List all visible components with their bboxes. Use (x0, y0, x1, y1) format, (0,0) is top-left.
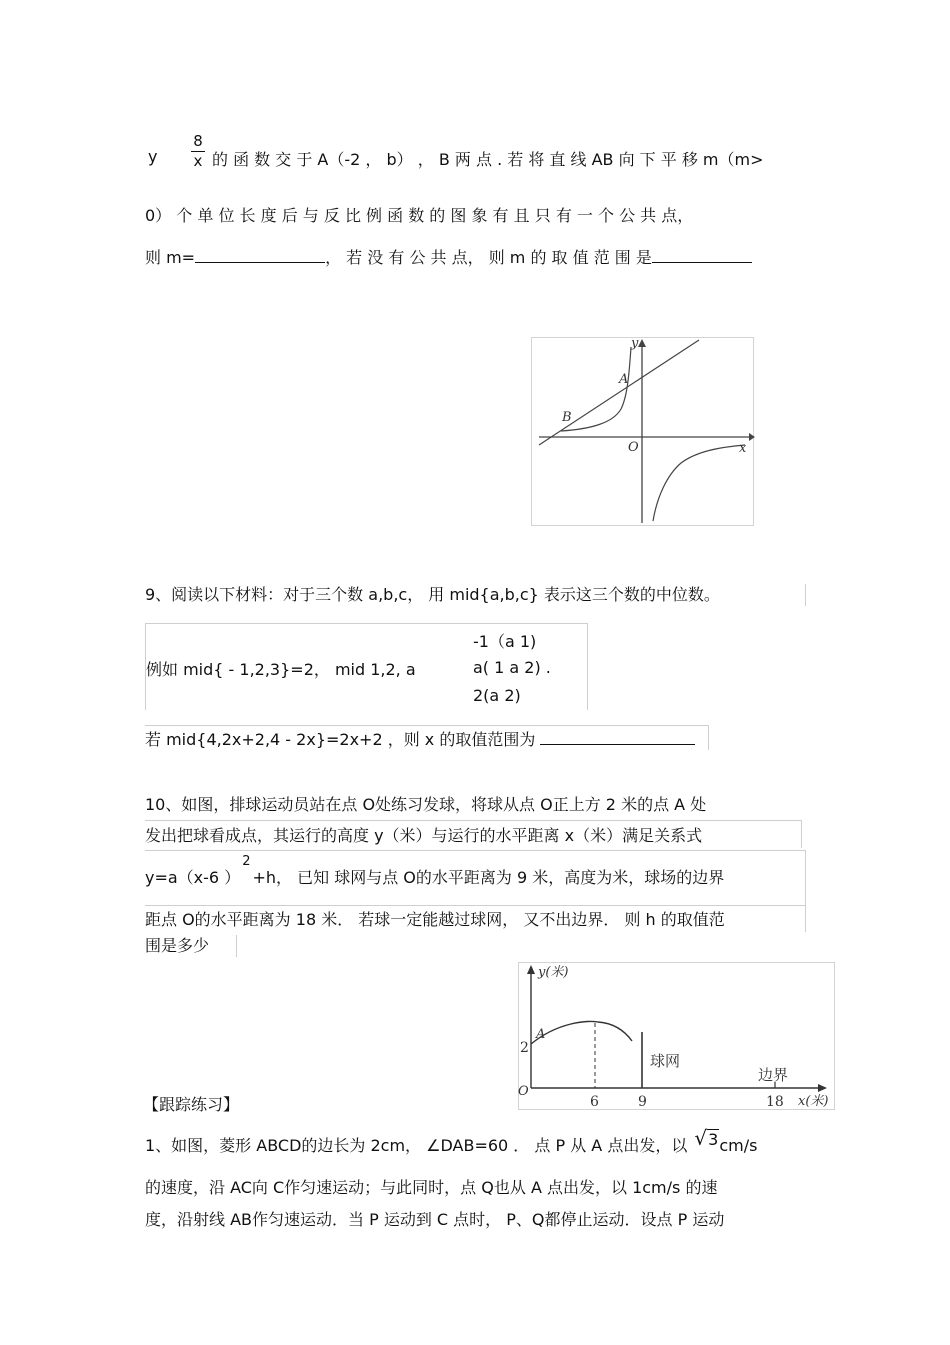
sqrt-radicand: 3 (708, 1130, 719, 1149)
graph-label-a: A (619, 372, 629, 387)
q9-intro: 9、阅读以下材料：对于三个数 a,b,c， 用 mid{a,b,c} 表示这三个数的中位数。 (145, 584, 806, 606)
x-axis-arrow (749, 433, 755, 441)
line-ab (539, 340, 699, 445)
fig-tick-6: 6 (590, 1094, 599, 1110)
q8-line2: 0） 个 单 位 长 度 后 与 反 比 例 函 数 的 图 象 有 且 只 有 一 个 公 共 点， (145, 206, 694, 225)
q10-line-3-rest: +h， 已知 球网与点 O的水平距离为 9 米，高度为米，球场的边界 (252, 868, 725, 887)
answer-blank-q9 (540, 728, 695, 745)
sqrt-3 (694, 1126, 719, 1150)
q10-line-2: 发出把球看成点，其运行的高度 y（米）与运行的水平距离 x（米）满足关系式 (145, 820, 802, 848)
fig-tick-9: 9 (638, 1094, 647, 1110)
graph-label-b: B (562, 410, 572, 425)
fig-y-axis-label: y(米) (538, 965, 569, 980)
q8-line3 (145, 245, 752, 268)
q9-question-text: 若 mid{4,2x+2,4 - 2x}=2x+2 ，则 x 的取值范围为 (145, 730, 536, 749)
q9-example-text: 例如 mid{ - 1,2,3}=2， mid 1,2, a (146, 660, 416, 679)
fig-y-axis-arrow (527, 965, 535, 974)
q9-case-2: a( 1 a 2) . (473, 658, 551, 677)
q10-line-5: 围是多少 (145, 935, 237, 957)
graph-label-x: x (739, 441, 747, 456)
practice-unit: cm/s (719, 1136, 758, 1155)
fig-x-axis-arrow (818, 1084, 827, 1092)
answer-blank-m (195, 246, 325, 263)
practice-heading: 【跟踪练习】 (143, 1095, 240, 1114)
q9-example-box (145, 623, 588, 710)
graph-label-y: y (631, 337, 639, 351)
fig-x-axis-label: x(米) (798, 1094, 829, 1109)
q9-case-1: -1（a 1) (473, 632, 537, 651)
hyperbola-branch-lower-right (653, 445, 745, 521)
q8-line3-mid: ， 若 没 有 公 共 点， 则 m 的 取 值 范 围 是 (325, 248, 652, 267)
q9-case-3: 2(a 2) (473, 686, 521, 705)
practice-line-2: 的速度，沿 AC向 C作匀速运动；与此同时，点 Q也从 A 点出发，以 1cm/s 的速 (145, 1178, 718, 1197)
fig-boundary-label: 边界 (758, 1066, 789, 1084)
answer-blank-range (652, 246, 752, 263)
fig-net-label: 球网 (650, 1052, 681, 1070)
volleyball-trajectory-figure (518, 962, 835, 1110)
ball-trajectory-upper (531, 1021, 632, 1044)
fraction-8-over-x (188, 133, 208, 170)
fig-origin-label: O (518, 1084, 529, 1099)
practice-line-1-text: 1、如图，菱形 ABCD的边长为 2cm， ∠DAB=60 ． 点 P 从 A 点出发，以 (145, 1136, 688, 1155)
sqrt-symbol: √ (694, 1126, 708, 1150)
fig-tick-18: 18 (766, 1094, 784, 1110)
q10-line-3 (145, 850, 806, 905)
hyperbola-line-graph (531, 337, 755, 527)
q10-line-1: 10、如图，排球运动员站在点 O处练习发球，将球从点 O正上方 2 米的点 A 处 (145, 795, 707, 814)
q9-question (145, 725, 709, 750)
fraction-numerator: 8 (193, 132, 203, 150)
q10-exponent: 2 (242, 853, 251, 869)
practice-line-1 (145, 1126, 758, 1156)
fig-point-a-label: A (536, 1027, 546, 1042)
q10-formula: y=a（x-6 ） (145, 868, 241, 887)
practice-line-3: 度，沿射线 AB作匀速运动．当 P 运动到 C 点时， P、Q都停止运动．设点 P 运动 (145, 1210, 725, 1229)
q10-line-4: 距点 O的水平距离为 18 米． 若球一定能越过球网， 又不出边界． 则 h 的取值范 (145, 905, 806, 932)
fraction-denominator: x (193, 152, 203, 170)
fig-tick-2: 2 (520, 1040, 529, 1056)
q8-line1-text: 的 函 数 交 于 A（-2 ， b） ， B 两 点 . 若 将 直 线 AB 向 下 平 移 m（m> (212, 150, 764, 169)
q8-y: y (148, 147, 158, 166)
y-axis-arrow (638, 339, 646, 347)
graph-label-origin: O (628, 440, 639, 455)
q8-m-label: 则 m= (145, 248, 196, 267)
